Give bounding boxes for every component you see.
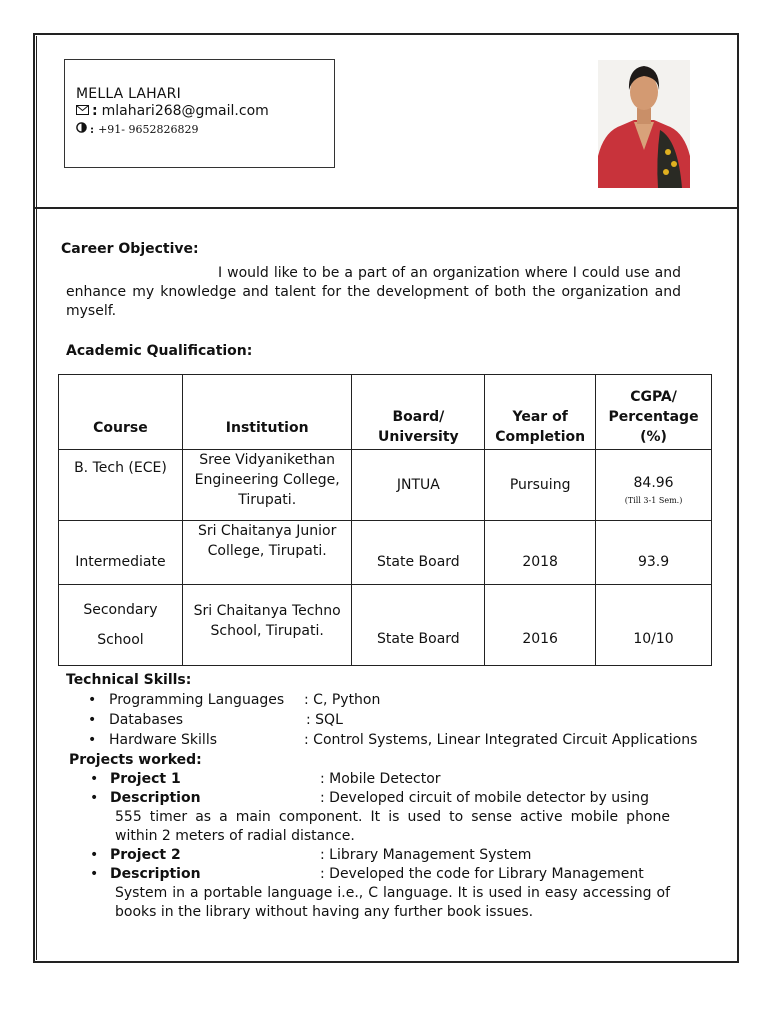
- cell-institution: Sree Vidyanikethan Engineering College, Tirupati.: [182, 450, 352, 521]
- list-item: • Description : Developed the code for Library Management: [90, 866, 644, 882]
- envelope-icon: [76, 103, 89, 119]
- phone-icon: [76, 122, 87, 136]
- objective-title: Career Objective:: [61, 241, 199, 257]
- cell-board: State Board: [352, 521, 485, 585]
- project-description: 555 timer as a main component. It is used to sense active mobile phone within 2 meters of radial distance.: [115, 809, 670, 844]
- academic-table: [58, 374, 712, 666]
- list-item: • Project 1 : Mobile Detector: [90, 771, 441, 787]
- project-value: : Mobile Detector: [320, 771, 441, 787]
- phone-label: :: [90, 122, 95, 136]
- email-text: mlahari268@gmail.com: [101, 103, 269, 119]
- project-key: Description: [110, 866, 201, 882]
- table-header-row: [59, 375, 712, 450]
- objective-text: [66, 264, 681, 321]
- cell-institution: Sri Chaitanya Junior College, Tirupati.: [182, 521, 352, 585]
- project-value: : Library Management System: [320, 847, 532, 863]
- header-year: Year of Completion: [485, 375, 596, 450]
- project-value: : Developed the code for Library Management: [320, 866, 644, 882]
- cell-year: 2018: [485, 521, 596, 585]
- skill-value: : C, Python: [304, 692, 381, 708]
- cell-score: 93.9: [596, 521, 712, 585]
- list-item: [66, 730, 697, 750]
- table-row: [59, 585, 712, 666]
- score-note: (Till 3-1 Sem.): [624, 496, 683, 505]
- phone-line: [76, 122, 334, 136]
- header-divider: [33, 207, 739, 209]
- projects-section: [66, 751, 670, 922]
- email-label: :: [92, 103, 98, 119]
- skill-key: Databases: [109, 712, 184, 728]
- cell-score: 10/10: [596, 585, 712, 666]
- skill-value: : Control Systems, Linear Integrated Circuit Applications: [304, 732, 698, 748]
- projects-title: Projects worked:: [69, 752, 202, 768]
- cell-course: Secondary School: [59, 585, 183, 666]
- cell-year: Pursuing: [485, 450, 596, 521]
- score-value: 84.96: [633, 475, 674, 491]
- project-description: System in a portable language i.e., C language. It is used in easy accessing of books in the library without having any further book issues.: [115, 885, 670, 920]
- project-value: : Developed circuit of mobile detector by using: [320, 790, 650, 806]
- cell-institution: Sri Chaitanya Techno School, Tirupati.: [182, 585, 352, 666]
- list-item: • Description : Developed circuit of mobile detector by using: [90, 790, 650, 806]
- header-score: CGPA/ Percentage (%): [596, 375, 712, 450]
- project-key: Project 2: [110, 847, 181, 863]
- cell-course: Intermediate: [59, 521, 183, 585]
- list-item: [66, 710, 697, 730]
- project-key: Project 1: [110, 771, 181, 787]
- cell-year: 2016: [485, 585, 596, 666]
- cell-score: [596, 450, 712, 521]
- list-item: [66, 690, 697, 710]
- header-board: Board/ University: [352, 375, 485, 450]
- header-institution: Institution: [182, 375, 352, 450]
- phone-text: +91- 9652826829: [98, 122, 199, 136]
- skills-title: Technical Skills:: [66, 672, 192, 688]
- candidate-name: MELLA LAHARI: [76, 86, 181, 102]
- table-row: [59, 521, 712, 585]
- header-course: Course: [59, 375, 183, 450]
- skill-key: Programming Languages: [109, 692, 285, 708]
- skill-key: Hardware Skills: [109, 732, 218, 748]
- frame-inner-border: [36, 36, 37, 960]
- academic-title: Academic Qualification:: [66, 343, 253, 359]
- objective-body: I would like to be a part of an organization where I could use and enhance my knowledge and talent for the development of both the organization and myself.: [66, 265, 681, 319]
- skills-section: [66, 670, 697, 750]
- skill-value: : SQL: [306, 712, 343, 728]
- list-item: • Project 2 : Library Management System: [90, 847, 532, 863]
- skills-list: [66, 690, 697, 750]
- contact-box: [64, 59, 335, 168]
- cell-course: B. Tech (ECE): [59, 450, 183, 521]
- project-key: Description: [110, 790, 201, 806]
- email-line: [76, 103, 334, 119]
- table-row: [59, 450, 712, 521]
- cell-board: JNTUA: [352, 450, 485, 521]
- profile-photo: [598, 60, 690, 188]
- cell-board: State Board: [352, 585, 485, 666]
